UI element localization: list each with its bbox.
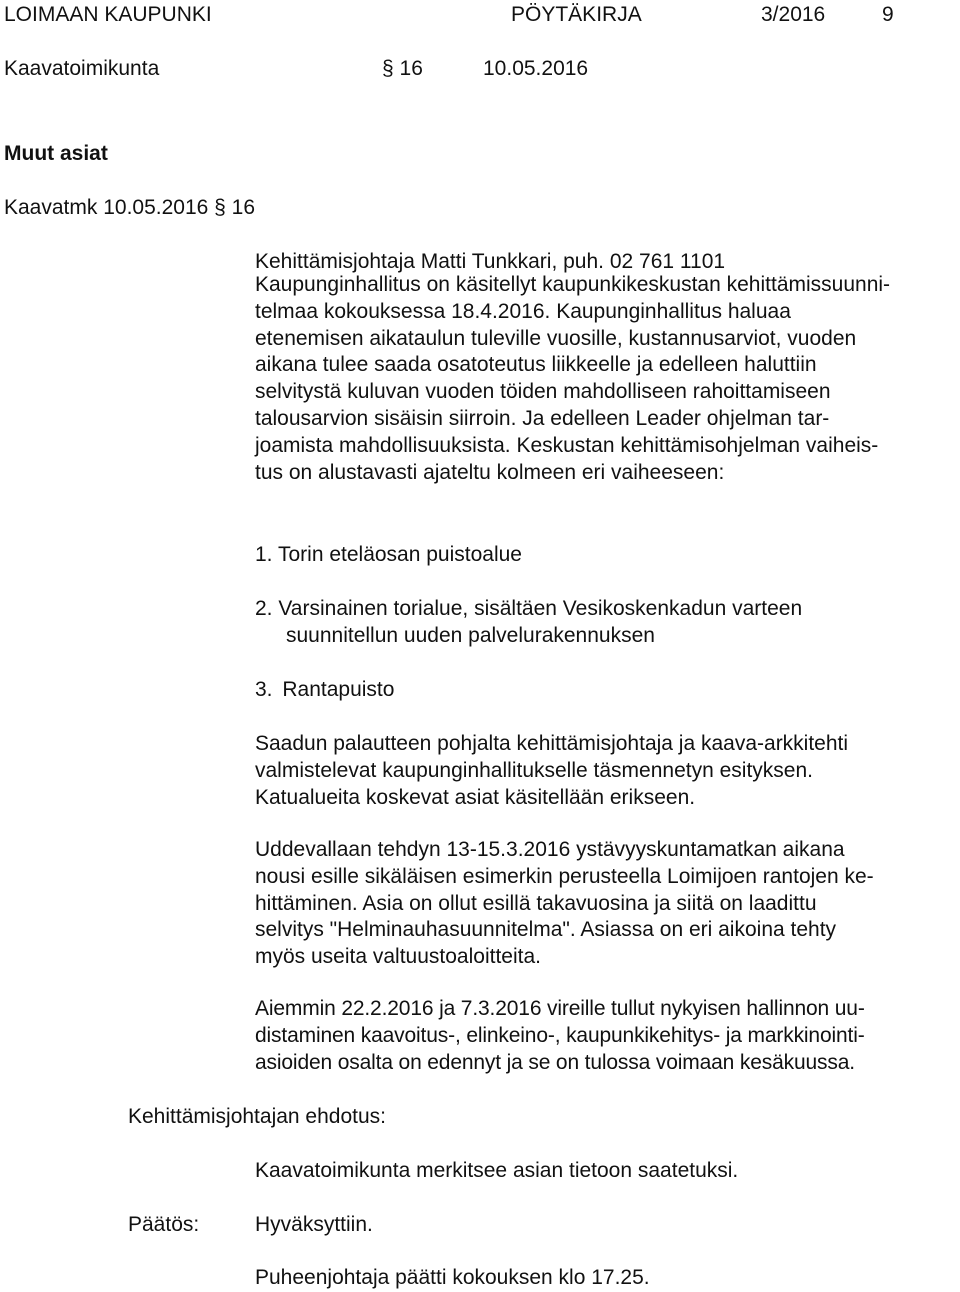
paragraph-administration [255, 996, 960, 1076]
list-item-2-continued: suunnitellun uuden palvelurakennuksen [286, 624, 655, 647]
proposal-label: Kehittämisjohtajan ehdotus: [128, 1105, 386, 1128]
decision-text: Hyväksyttiin. [255, 1213, 373, 1236]
text-line: talousarvion sisäisin siirroin. Ja edelleen Leader ohjelman tar- [255, 406, 830, 430]
org-name: LOIMAAN KAUPUNKI [4, 3, 212, 26]
paragraph-feedback [255, 731, 960, 811]
proposal-text: Kaavatoimikunta merkitsee asian tietoon saatetuksi. [255, 1159, 739, 1182]
paragraph-development-plan [255, 272, 960, 486]
text-line: asioiden osalta on edennyt ja se on tulossa voimaan kesäkuussa. [255, 1050, 855, 1074]
list-text: Rantapuisto [282, 678, 395, 701]
text-line: Uddevallaan tehdyn 13-15.3.2016 ystävyyskuntamatkan aikana [255, 838, 845, 861]
list-text: Varsinainen torialue, sisältäen Vesikoskenkadun varteen [278, 597, 803, 620]
list-item-1 [255, 542, 522, 569]
preparer-line: Kehittämisjohtaja Matti Tunkkari, puh. 02 761 1101 [255, 250, 726, 273]
text-line: Saadun palautteen pohjalta kehittämisjohtaja ja kaava-arkkitehti [255, 732, 849, 755]
page-number: 9 [882, 3, 894, 26]
text-line: selvitys "Helminauhasuunnitelma". Asiassa on eri aikoina tehty [255, 918, 837, 942]
meeting-date: 10.05.2016 [483, 57, 589, 80]
list-number: 2. [255, 597, 273, 620]
list-number: 3. [255, 678, 273, 701]
text-line: myös useita valtuustoaloitteita. [255, 945, 541, 969]
document-number: 3/2016 [761, 3, 826, 26]
list-text: Torin eteläosan puistoalue [277, 543, 522, 566]
text-line: joamista mahdollisuuksista. Keskustan kehittämisohjelman vaiheis- [255, 433, 879, 457]
body-name: Kaavatoimikunta [4, 57, 160, 80]
text-line: Katualueita koskevat asiat käsitellään erikseen. [255, 785, 696, 809]
text-line: selvitystä kuluvan vuoden töiden mahdolliseen rahoittamiseen [255, 380, 831, 404]
text-line: aikana tulee saada osatoteutus liikkeelle ja edelleen haluttiin [255, 353, 817, 377]
paragraph-uddevalla [255, 837, 960, 971]
text-line: Kaupunginhallitus on käsitellyt kaupunkikeskustan kehittämissuunni- [255, 273, 891, 296]
list-item-2 [255, 596, 802, 623]
text-line: Aiemmin 22.2.2016 ja 7.3.2016 vireille tullut nykyisen hallinnon uu- [255, 997, 865, 1020]
section-number: § 16 [382, 57, 423, 80]
text-line: telmaa kokouksessa 18.4.2016. Kaupunginhallitus haluaa [255, 299, 791, 323]
item-title: Muut asiat [4, 142, 108, 165]
document-type: PÖYTÄKIRJA [511, 3, 642, 26]
list-item-3 [255, 677, 394, 704]
item-reference: Kaavatmk 10.05.2016 § 16 [4, 196, 256, 219]
text-line: nousi esille sikäläisen esimerkin perusteella Loimijoen rantojen ke- [255, 864, 874, 888]
text-line: etenemisen aikataulun tuleville vuosille, kustannusarviot, vuoden [255, 326, 857, 350]
text-line: tus on alustavasti ajateltu kolmeen eri vaiheeseen: [255, 460, 725, 484]
list-number: 1. [255, 543, 273, 566]
text-line: hittäminen. Asia on ollut esillä takavuosina ja siitä on laadittu [255, 891, 817, 915]
text-line: valmistelevat kaupunginhallitukselle täsmennetyn esityksen. [255, 758, 813, 782]
decision-label: Päätös: [128, 1213, 200, 1236]
text-line: distaminen kaavoitus-, elinkeino-, kaupunkikehitys- ja markkinointi- [255, 1023, 865, 1047]
closing-text: Puheenjohtaja päätti kokouksen klo 17.25. [255, 1266, 650, 1289]
